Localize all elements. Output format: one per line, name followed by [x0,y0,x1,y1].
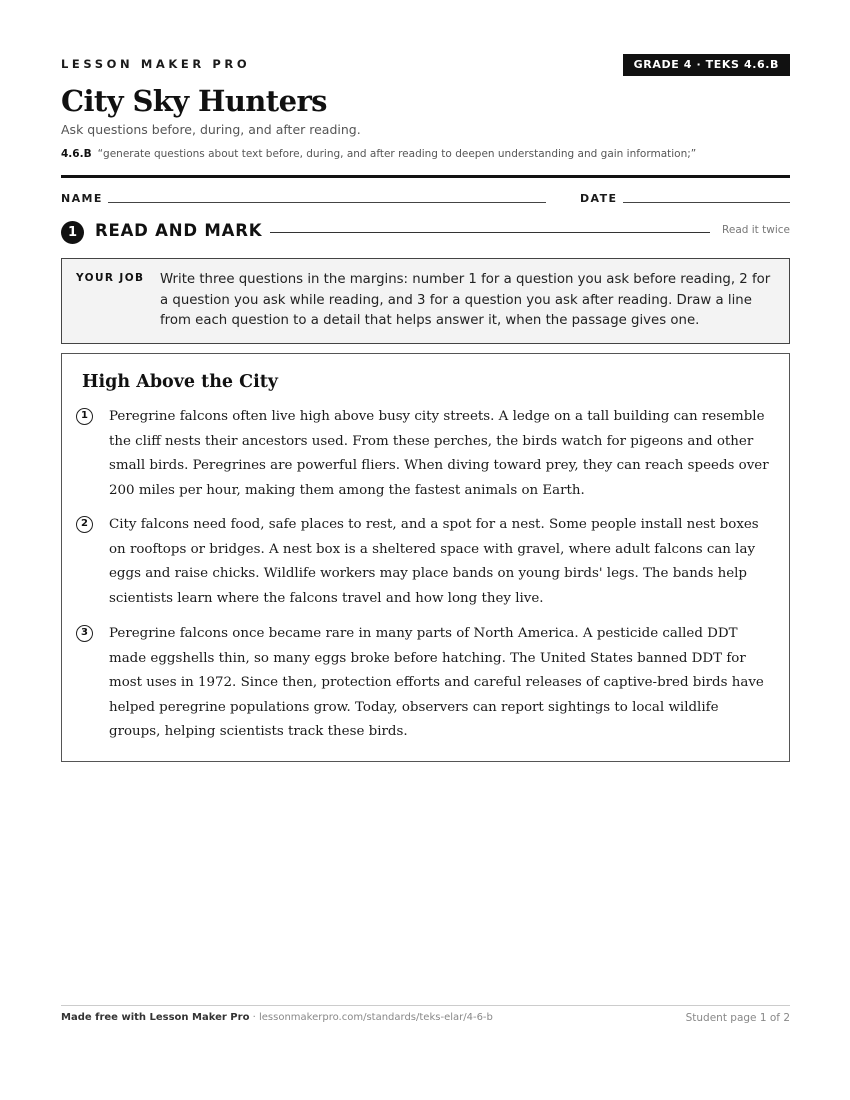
name-field[interactable] [108,202,546,203]
your-job-instructions: Write three questions in the margins: number 1 for a question you ask before reading, 2 for a question you ask while reading, and 3 for a question you ask after reading. Draw a line from each question to a detail that helps answer it, when the passage gives one. [160,272,771,329]
paragraph-text: City falcons need food, safe places to rest, and a spot for a nest. Some people install nest boxes on rooftops or bridges. A nest box is a sheltered space with gravel, where adult falcons can lay eggs and raise chicks. Wildlife workers may place bands on young birds' legs. The bands help scientists learn where the falcons travel and how long they live. [109,517,759,606]
paragraph-text: Peregrine falcons often live high above busy city streets. A ledge on a tall building can resemble the cliff nests their ancestors used. From these perches, the birds watch for pigeons and other small birds. Peregrines are powerful fliers. When diving toward prey, they can reach speeds over 200 miles per hour, making them among the fastest animals on Earth. [109,409,769,498]
section-number-badge: 1 [61,221,84,244]
name-label: NAME [61,192,103,205]
grade-standard-badge: GRADE 4 · TEKS 4.6.B [623,54,790,76]
paragraph-text: Peregrine falcons once became rare in many parts of North America. A pesticide called DDT made eggshells thin, so many eggs broke before hatching. The United States banned DDT for most uses in 1972. Since then, protection efforts and careful releases of captive-bred birds have helped peregrine populations grow. Today, observers can report sightings to local wildlife groups, helping scientists track these birds. [109,626,764,740]
reading-passage [61,353,790,762]
section-title: READ AND MARK [95,221,263,240]
paragraph-number-icon: 3 [76,625,93,642]
footer-page-number: Student page 1 of 2 [685,1012,790,1024]
section-divider [270,232,710,233]
your-job-label: YOUR JOB [76,272,145,284]
worksheet-title: City Sky Hunters [61,84,327,118]
footer-made-with: Made free with Lesson Maker Pro [61,1012,250,1023]
standard-text: “generate questions about text before, during, and after reading to deepen understanding and gain information;” [97,148,697,160]
paragraph-number-icon: 2 [76,516,93,533]
worksheet-page [61,0,790,1100]
header-divider [61,175,790,178]
brand-name: LESSON MAKER PRO [61,57,251,71]
footer-separator: · [249,1012,259,1023]
date-field[interactable] [623,202,790,203]
passage-title: High Above the City [82,372,278,392]
footer-url[interactable]: lessonmakerpro.com/standards/teks-elar/4-6-b [258,1012,493,1023]
footer-credit [61,1012,493,1023]
standard-line [61,148,696,160]
your-job-box [61,258,790,344]
paragraph-number-icon: 1 [76,408,93,425]
date-label: DATE [580,192,618,205]
standard-code: 4.6.B [61,148,92,160]
worksheet-subtitle: Ask questions before, during, and after reading. [61,122,361,137]
section-note: Read it twice [722,224,790,236]
footer-divider [61,1005,790,1006]
